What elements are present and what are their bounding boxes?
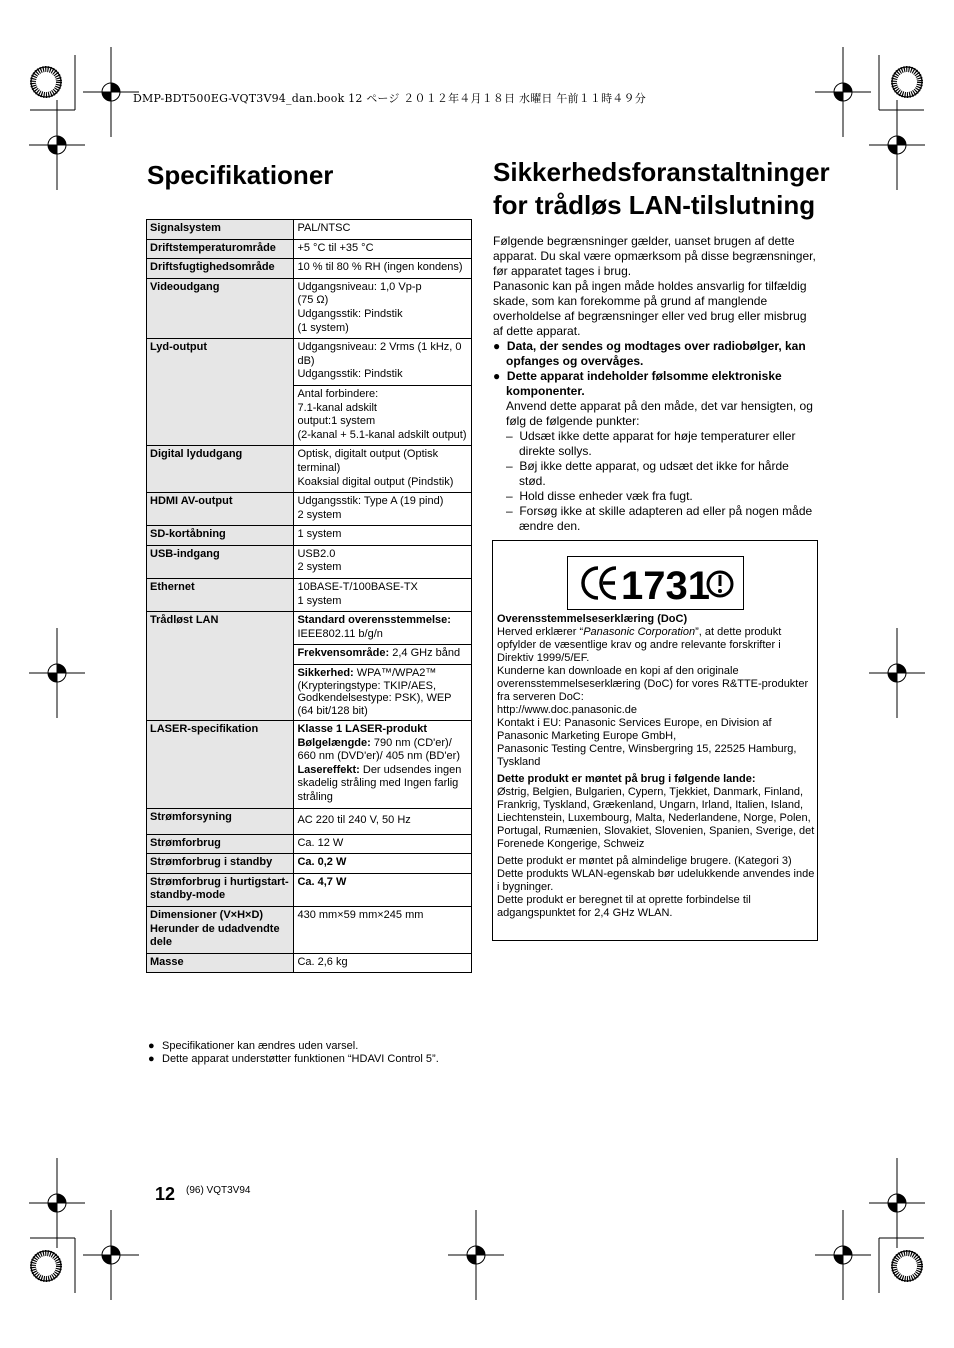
table-row [147, 220, 472, 240]
paragraph: Dette produkts WLAN-egenskab bør udelukkende anvendes inde i bygninger. [497, 868, 815, 893]
text-part: Herved erklærer “ [497, 626, 584, 638]
table-row [147, 834, 472, 854]
table-row [147, 854, 472, 874]
table-row [147, 239, 472, 259]
spec-key: Ethernet [147, 579, 294, 612]
spec-key: Driftsfugtighedsområde [147, 259, 294, 279]
spec-value [294, 493, 472, 526]
ce-mark-box [567, 556, 744, 610]
spec-title: Specifikationer [147, 160, 334, 190]
spec-table [146, 219, 472, 973]
spec-key: Lyd-output [147, 339, 294, 446]
paragraph: Følgende begrænsninger gælder, uanset brugen af dette apparat. Du skal være opmærksom på disse begrænsninger, før apparatet tages i brug. [493, 234, 816, 278]
paragraph: Dette produkt er beregnet til at oprette forbindelse til adgangspunktet for 2,4 GHz WLAN. [497, 894, 751, 919]
book-header: DMP-BDT500EG-VQT3V94_dan.book 12 ページ ２０１２年４月１８日 水曜日 午前１１時４９分 [133, 92, 646, 105]
spec-value [294, 612, 472, 645]
table-row [147, 579, 472, 612]
text-part: ”, at dette produkt opfylder de væsentlige krav og andre relevante forskrifter i Direktiv 1999/5/EF. [497, 626, 782, 664]
spec-value [294, 446, 472, 493]
spec-line: WPA™/WPA2™ (Krypteringstype: TKIP/AES, Godkendelsestype: PSK), WEP (64 bit/128 bit) [297, 667, 452, 717]
table-row [147, 446, 472, 493]
spec-value: AC 220 til 240 V, 50 Hz [294, 808, 472, 834]
footnote-text: Specifikationer kan ændres uden varsel. [162, 1040, 359, 1052]
spec-key: Videoudgang [147, 278, 294, 338]
spec-key: Signalsystem [147, 220, 294, 240]
bullet-item: ● Dette apparat indeholder følsomme elektroniske komponenter. [493, 369, 782, 398]
spec-key: Digital lydudgang [147, 446, 294, 493]
spec-value: Ca. 0,2 W [294, 854, 472, 874]
ce-mark-icon [568, 557, 743, 609]
spec-line: 1 system [297, 594, 342, 607]
dash-item: – Bøj ikke dette apparat, og udsæt det ikke for hårde stød. [506, 459, 789, 488]
spec-line: Klasse 1 LASER-produkt [297, 723, 428, 736]
spec-line: Koaksial digital output (Pindstik) [297, 475, 454, 488]
spec-line: 2,4 GHz bånd [392, 647, 461, 660]
table-row [147, 721, 472, 809]
table-row [147, 278, 472, 338]
spec-value: Ca. 2,6 kg [294, 953, 472, 973]
spec-label: Bølgelængde: [297, 736, 371, 749]
spec-line: output:1 system [297, 415, 376, 428]
table-row [147, 526, 472, 546]
dash-item: – Udsæt ikke dette apparat for høje temperaturer eller direkte sollys. [506, 429, 796, 458]
spec-value: 10 % til 80 % RH (ingen kondens) [294, 259, 472, 279]
dash-text: Forsøg ikke at skille adapteren ad eller på nogen måde ændre den. [519, 504, 813, 533]
spec-key: LASER-specifikation [147, 721, 294, 809]
spec-key: USB-indgang [147, 545, 294, 578]
spec-value [294, 645, 472, 665]
spec-line: Optisk, digitalt output (Optisk terminal) [297, 448, 439, 474]
spec-value [294, 545, 472, 578]
paragraph: Anvend dette apparat på den måde, det var hensigten, og følg de følgende punkter: [506, 399, 813, 428]
spec-line: 790 nm (CD'er)/ 660 nm (DVD'er)/ 405 nm (BD'er) [297, 736, 460, 763]
spec-label: Lasereffekt: [297, 763, 360, 776]
spec-value [294, 385, 472, 445]
spec-key: SD-kortåbning [147, 526, 294, 546]
spec-value [294, 278, 472, 338]
spec-value [294, 721, 472, 809]
spec-value: Ca. 12 W [294, 834, 472, 854]
spec-key: HDMI AV-output [147, 493, 294, 526]
spec-line: Antal forbindere: [297, 387, 379, 400]
page-reference: (96) VQT3V94 [186, 1185, 251, 1196]
spec-value: 1 system [294, 526, 472, 546]
spec-label: Frekvensområde: [297, 647, 390, 660]
doc-declaration [497, 613, 815, 920]
doc-url: http://www.doc.panasonic.de [497, 704, 638, 716]
spec-line: Udgangsniveau: 1,0 Vp-p [297, 280, 422, 293]
paragraph: Kunderne kan downloade en kopi af den originale overensstemmelseserklæring (DoC) for vores R&TTE-produkter fra serveren DoC: [497, 665, 809, 703]
spec-key: Strømforbrug i standby [147, 854, 294, 874]
table-row [147, 612, 472, 645]
spec-line: (2-kanal + 5.1-kanal adskilt output) [297, 428, 467, 441]
bullet-text: Dette apparat indeholder følsomme elektroniske komponenter. [506, 369, 782, 398]
spec-key: Strømforsyning [147, 808, 294, 834]
table-row [147, 339, 472, 386]
footnote [148, 1040, 358, 1053]
table-row [147, 493, 472, 526]
spec-value [294, 579, 472, 612]
paragraph: Panasonic Testing Centre, Winsbergring 15, 22525 Hamburg, Tyskland [497, 743, 797, 768]
table-row [147, 545, 472, 578]
spec-line: Udgangsstik: Pindstik [297, 368, 403, 381]
table-row [147, 906, 472, 953]
spec-line: USB2.0 [297, 547, 336, 560]
dash-item: – Forsøg ikke at skille adapteren ad eller på nogen måde ændre den. [506, 504, 813, 533]
paragraph: Panasonic kan på ingen måde holdes ansvarlig for tilfældig skade, som kan forekomme på grund af manglende overholdelse af begrænsninger eller ved brug eller misbrug af dette apparat. [493, 279, 807, 338]
table-row [147, 808, 472, 834]
countries-list: Østrig, Belgien, Bulgarien, Cypern, Tjekkiet, Danmark, Finland, Frankrig, Tyskland, Grækenland, Ungarn, Irland, Italien, Island, Liechtenstein, Luxembourg, Malta, Nederlandene, Norge, Polen, Portugal, Rumænien, Slovakiet, Slovenien, Spanien, Sverige, det Forenede Kongerige, Schweiz [497, 786, 815, 850]
company-name: Panasonic Corporation [583, 626, 696, 638]
spec-line: (75 Ω) [297, 294, 329, 307]
spec-value: Ca. 4,7 W [294, 873, 472, 906]
paragraph: Kontakt i EU: Panasonic Services Europe, en Division af Panasonic Marketing Europe GmbH, [497, 717, 772, 742]
bullet-item: ● Data, der sendes og modtages over radiobølger, kan opfanges og overvåges. [493, 339, 806, 368]
spec-value: PAL/NTSC [294, 220, 472, 240]
footnote [148, 1053, 439, 1066]
spec-line: Udgangsstik: Pindstik [297, 307, 403, 320]
lan-title: Sikkerhedsforanstaltninger for trådløs LAN-tilslutning [493, 157, 830, 220]
footnote-text: Dette apparat understøtter funktionen “HDAVI Control 5”. [162, 1053, 439, 1065]
dash-text: Hold disse enheder væk fra fugt. [519, 489, 693, 503]
dash-text: Bøj ikke dette apparat, og udsæt det ikke for hårde stød. [519, 459, 789, 488]
spec-value [294, 665, 472, 721]
paragraph: Dette produkt er møntet på almindelige brugere. (Kategori 3) [497, 855, 792, 867]
spec-line: 7.1-kanal adskilt [297, 401, 377, 414]
countries-heading: Dette produkt er møntet på brug i følgende lande: [497, 773, 756, 785]
spec-key: Strømforbrug i hurtigstart-standby-mode [147, 873, 294, 906]
spec-key: Dimensioner (V×H×D) Herunder de udadvendte dele [147, 906, 294, 953]
table-row [147, 953, 472, 973]
spec-line: (1 system) [297, 321, 349, 334]
ce-number: 1731 [621, 564, 710, 608]
spec-value [294, 339, 472, 386]
spec-line: 2 system [297, 561, 342, 574]
page-number: 12 [155, 1184, 176, 1204]
spec-value: +5 °C til +35 °C [294, 239, 472, 259]
bullet-text: Data, der sendes og modtages over radiobølger, kan opfanges og overvåges. [506, 339, 806, 368]
spec-line: Standard overensstemmelse: [297, 614, 451, 627]
spec-label: Sikkerhed: [297, 667, 354, 680]
bullet-icon: ● [148, 1053, 155, 1065]
table-row [147, 259, 472, 279]
spec-line: Udgangsniveau: 2 Vrms (1 kHz, 0 dB) [297, 341, 462, 367]
spec-key: Strømforbrug [147, 834, 294, 854]
bullet-icon: ● [148, 1040, 155, 1052]
spec-line: Der udsendes ingen skadelig stråling med Ingen farlig stråling [297, 763, 462, 803]
spec-line: IEEE802.11 b/g/n [297, 627, 383, 640]
spec-key: Trådløst LAN [147, 612, 294, 721]
dash-text: Udsæt ikke dette apparat for høje temperaturer eller direkte sollys. [519, 429, 796, 458]
lan-precautions [493, 234, 818, 534]
spec-key: Masse [147, 953, 294, 973]
table-row [147, 873, 472, 906]
spec-line: 10BASE-T/100BASE-TX [297, 581, 418, 594]
doc-heading: Overensstemmelseserklæring (DoC) [497, 613, 688, 625]
spec-line: Udgangsstik: Type A (19 pind) [297, 495, 444, 508]
dash-item: – Hold disse enheder væk fra fugt. [506, 489, 693, 503]
spec-line: 2 system [297, 508, 342, 521]
spec-key: Driftstemperaturområde [147, 239, 294, 259]
spec-value: 430 mm×59 mm×245 mm [294, 906, 472, 953]
paragraph [497, 626, 815, 665]
